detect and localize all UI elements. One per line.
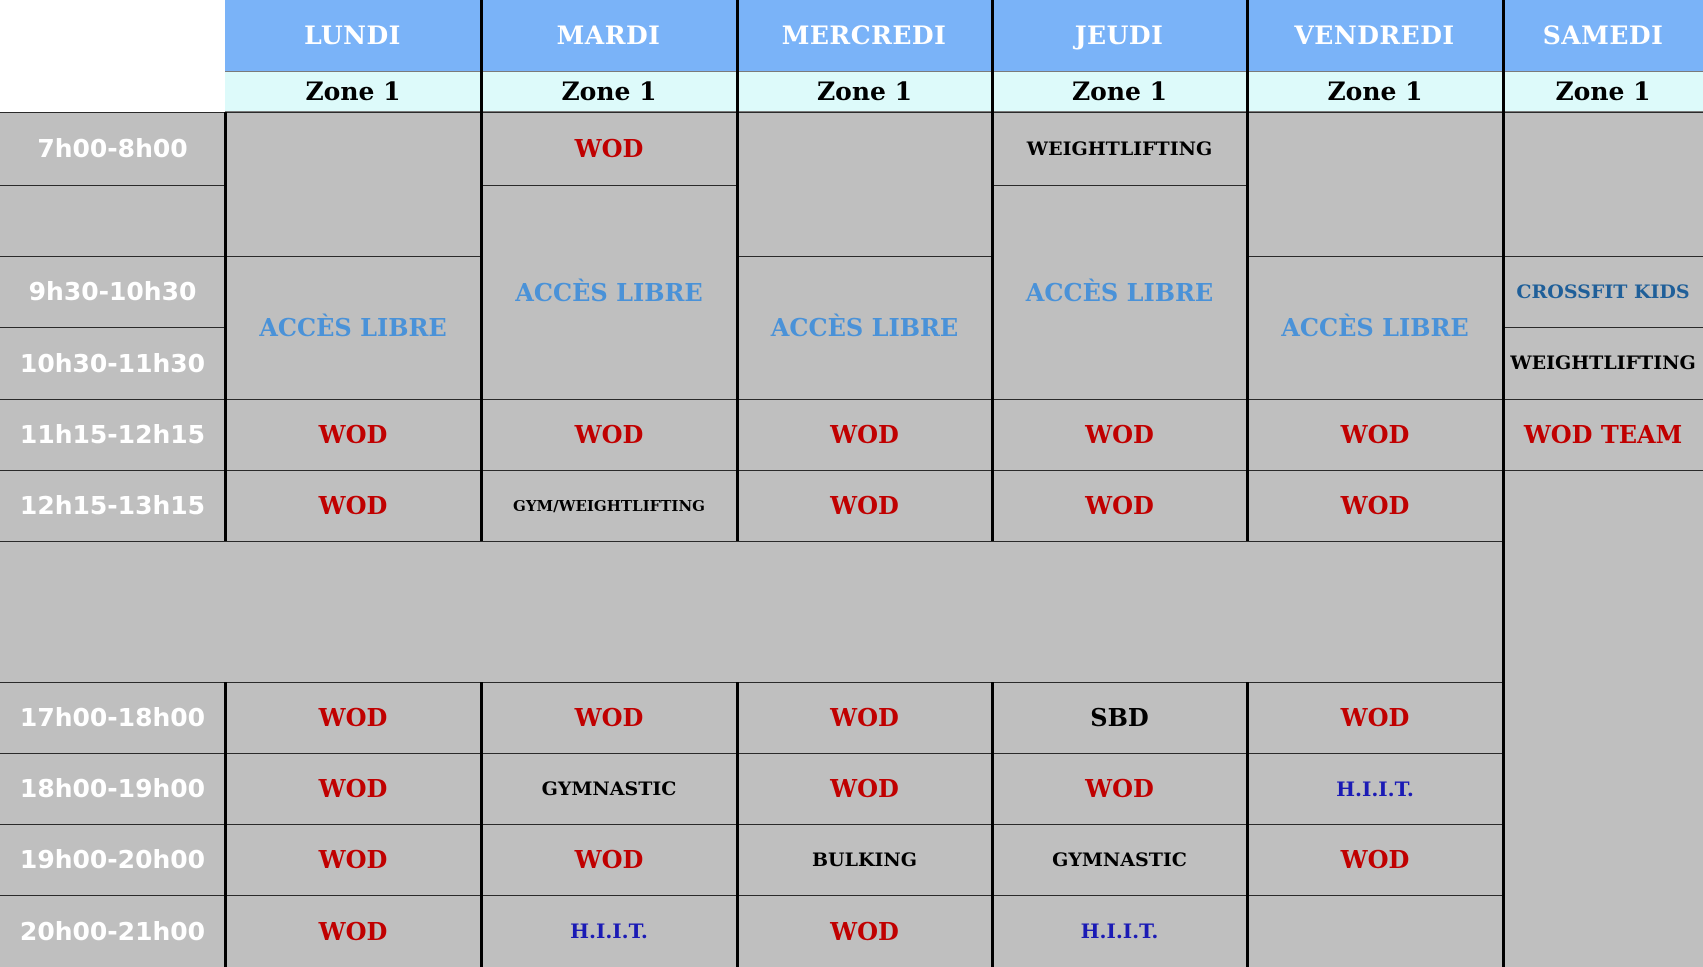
session-mardi-1215: GYM/WEIGHTLIFTING: [481, 470, 737, 541]
grid-line: [0, 256, 481, 257]
session-mercredi-18: WOD: [737, 753, 992, 824]
time-slot: 10h30-11h30: [0, 327, 225, 399]
session-samedi-930: CROSSFIT KIDS: [1503, 256, 1703, 327]
day-header-lundi: LUNDI: [225, 0, 481, 71]
session-samedi-1030: WEIGHTLIFTING: [1503, 327, 1703, 399]
column-divider: [991, 682, 994, 967]
time-slot: [0, 185, 225, 256]
session-lundi-acces-libre: ACCÈS LIBRE: [225, 256, 481, 399]
session-jeudi-20: H.I.I.T.: [992, 895, 1247, 967]
session-samedi-afternoon-empty: [1503, 470, 1703, 967]
column-divider: [1246, 682, 1249, 967]
time-slot: 9h30-10h30: [0, 256, 225, 327]
column-divider: [480, 682, 483, 967]
time-slot: 7h00-8h00: [0, 112, 225, 185]
column-divider: [1246, 0, 1249, 541]
grid-line: [1503, 327, 1703, 328]
time-slot: 19h00-20h00: [0, 824, 225, 895]
session-jeudi-18: WOD: [992, 753, 1247, 824]
session-vendredi-17: WOD: [1247, 682, 1503, 753]
session-mercredi-17: WOD: [737, 682, 992, 753]
grid-line: [1247, 256, 1703, 257]
session-lundi-17: WOD: [225, 682, 481, 753]
session-vendredi-19: WOD: [1247, 824, 1503, 895]
zone-label-jeudi: Zone 1: [992, 71, 1247, 112]
day-header-mercredi: MERCREDI: [737, 0, 992, 71]
time-slot: 18h00-19h00: [0, 753, 225, 824]
session-mardi-1115: WOD: [481, 399, 737, 470]
session-vendredi-acces-libre: ACCÈS LIBRE: [1247, 256, 1503, 399]
session-mardi-7: WOD: [481, 112, 737, 185]
session-samedi-1115: WOD TEAM: [1503, 399, 1703, 470]
session-mardi-20: H.I.I.T.: [481, 895, 737, 967]
session-mardi-acces-libre: ACCÈS LIBRE: [481, 185, 737, 399]
session-vendredi-1115: WOD: [1247, 399, 1503, 470]
column-divider: [224, 112, 227, 541]
column-divider: [224, 682, 227, 967]
column-divider: [736, 0, 739, 541]
session-mercredi-acces-libre: ACCÈS LIBRE: [737, 256, 992, 399]
session-lundi-1115: WOD: [225, 399, 481, 470]
day-header-samedi: SAMEDI: [1503, 0, 1703, 71]
session-lundi-empty-morning: [225, 112, 481, 256]
grid-line: [0, 185, 225, 186]
day-header-mardi: MARDI: [481, 0, 737, 71]
session-mercredi-19: BULKING: [737, 824, 992, 895]
session-mercredi-empty-morning: [737, 112, 992, 256]
time-slot: 17h00-18h00: [0, 682, 225, 753]
session-mercredi-1115: WOD: [737, 399, 992, 470]
time-slot: 11h15-12h15: [0, 399, 225, 470]
session-mardi-19: WOD: [481, 824, 737, 895]
grid-line: [0, 470, 1703, 471]
session-jeudi-7: WEIGHTLIFTING: [992, 112, 1247, 185]
column-divider: [480, 0, 483, 541]
zone-label-lundi: Zone 1: [225, 71, 481, 112]
time-slot: 12h15-13h15: [0, 470, 225, 541]
session-mardi-18: GYMNASTIC: [481, 753, 737, 824]
session-jeudi-acces-libre: ACCÈS LIBRE: [992, 185, 1247, 399]
session-mercredi-20: WOD: [737, 895, 992, 967]
grid-line: [0, 112, 1703, 113]
session-mercredi-1215: WOD: [737, 470, 992, 541]
zone-label-samedi: Zone 1: [1503, 71, 1703, 112]
day-header-vendredi: VENDREDI: [1247, 0, 1503, 71]
session-jeudi-17: SBD: [992, 682, 1247, 753]
session-jeudi-1115: WOD: [992, 399, 1247, 470]
zone-label-mercredi: Zone 1: [737, 71, 992, 112]
session-jeudi-19: GYMNASTIC: [992, 824, 1247, 895]
grid-line: [0, 399, 1703, 400]
session-vendredi-empty-morning: [1247, 112, 1503, 256]
column-divider: [991, 0, 994, 541]
session-mardi-17: WOD: [481, 682, 737, 753]
zone-label-vendredi: Zone 1: [1247, 71, 1503, 112]
session-lundi-19: WOD: [225, 824, 481, 895]
day-header-jeudi: JEUDI: [992, 0, 1247, 71]
grid-line: [481, 185, 737, 186]
session-samedi-empty-morning: [1503, 112, 1703, 256]
lunch-break-block: [0, 541, 1503, 682]
session-vendredi-20-empty: [1247, 895, 1503, 967]
grid-line: [0, 541, 1503, 542]
zone-label-mardi: Zone 1: [481, 71, 737, 112]
grid-line: [992, 185, 1247, 186]
grid-line: [737, 256, 992, 257]
grid-line: [0, 327, 225, 328]
session-lundi-20: WOD: [225, 895, 481, 967]
session-jeudi-1215: WOD: [992, 470, 1247, 541]
session-vendredi-1215: WOD: [1247, 470, 1503, 541]
session-lundi-18: WOD: [225, 753, 481, 824]
column-divider: [1502, 0, 1505, 967]
session-lundi-1215: WOD: [225, 470, 481, 541]
column-divider: [736, 682, 739, 967]
session-vendredi-18: H.I.I.T.: [1247, 753, 1503, 824]
time-slot: 20h00-21h00: [0, 895, 225, 967]
